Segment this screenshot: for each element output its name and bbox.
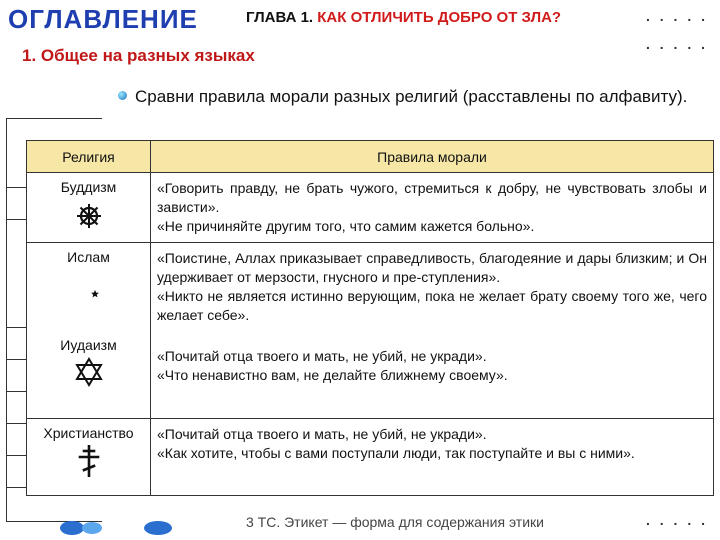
- toc-title[interactable]: ОГЛАВЛЕНИЕ: [8, 4, 198, 34]
- religion-name: Буддизм: [60, 179, 117, 195]
- rule-text: «Не причиняйте другим того, что самим кажется больно».: [157, 218, 535, 234]
- chapter-dots: . . . . .: [646, 8, 709, 24]
- rules-cell: [151, 173, 714, 243]
- rule-text: «Никто не является истинно верующим, пока не желает брату своему того же, чего желает себе».: [157, 288, 707, 323]
- table-row: [27, 419, 714, 496]
- religion-name: Иудаизм: [60, 337, 117, 353]
- religion-cell: [27, 243, 151, 419]
- orthodox-cross-icon: [78, 445, 100, 477]
- rule-text: «Как хотите, чтобы с вами поступали люди, так поступайте и вы с ними».: [157, 445, 635, 461]
- rule-text: «Почитай отца твоего и мать, не убий, не укради».: [157, 348, 487, 364]
- footer-dots: . . . . .: [646, 512, 709, 528]
- religion-name: Ислам: [67, 249, 110, 265]
- question-text: [118, 86, 712, 108]
- bullet-icon: [118, 91, 127, 100]
- col-rules: Правила морали: [151, 141, 714, 173]
- religion-name: Христианство: [43, 425, 134, 441]
- footer-partial-line: 3 ТС. Этикет — форма для содержания этики: [246, 514, 544, 530]
- rule-text: «Поистине, Аллах приказывает справедливость, благодеяние и дары близким; и Он удерживает от мерзости, гнусного и пре-ступления».: [157, 250, 707, 285]
- chapter-dots-2: . . . . .: [646, 36, 709, 52]
- col-religion: Религия: [27, 141, 151, 173]
- star-of-david-icon: [74, 357, 104, 387]
- section-title[interactable]: 1. Общее на разных языках: [22, 46, 255, 65]
- rule-text: «Что ненавистно вам, не делайте ближнему своему».: [157, 367, 508, 383]
- crescent-star-icon: [75, 279, 103, 307]
- nav-back-icon[interactable]: [58, 518, 106, 538]
- morals-table: [26, 140, 714, 496]
- rule-text: «Почитай отца твоего и мать, не убий, не укради».: [157, 426, 487, 442]
- spacer: [157, 325, 707, 347]
- rule-text: «Говорить правду, не брать чужого, стремиться к добру, не чувствовать злобы и зависти».: [157, 180, 707, 215]
- table-row: [27, 173, 714, 243]
- religion-cell: [27, 419, 151, 496]
- religion-cell: [27, 173, 151, 243]
- rules-cell: [151, 243, 714, 419]
- chapter-heading[interactable]: [246, 9, 561, 26]
- dharma-wheel-icon: [76, 203, 102, 229]
- table-row: [27, 243, 714, 419]
- rules-cell: [151, 419, 714, 496]
- chapter-prefix: ГЛАВА 1.: [246, 9, 314, 26]
- chapter-title: КАК ОТЛИЧИТЬ ДОБРО ОТ ЗЛА?: [317, 9, 562, 26]
- nav-forward-icon[interactable]: [140, 518, 176, 538]
- table-header-row: [27, 141, 714, 173]
- question-label: Сравни правила морали разных религий (расставлены по алфавиту).: [135, 87, 688, 106]
